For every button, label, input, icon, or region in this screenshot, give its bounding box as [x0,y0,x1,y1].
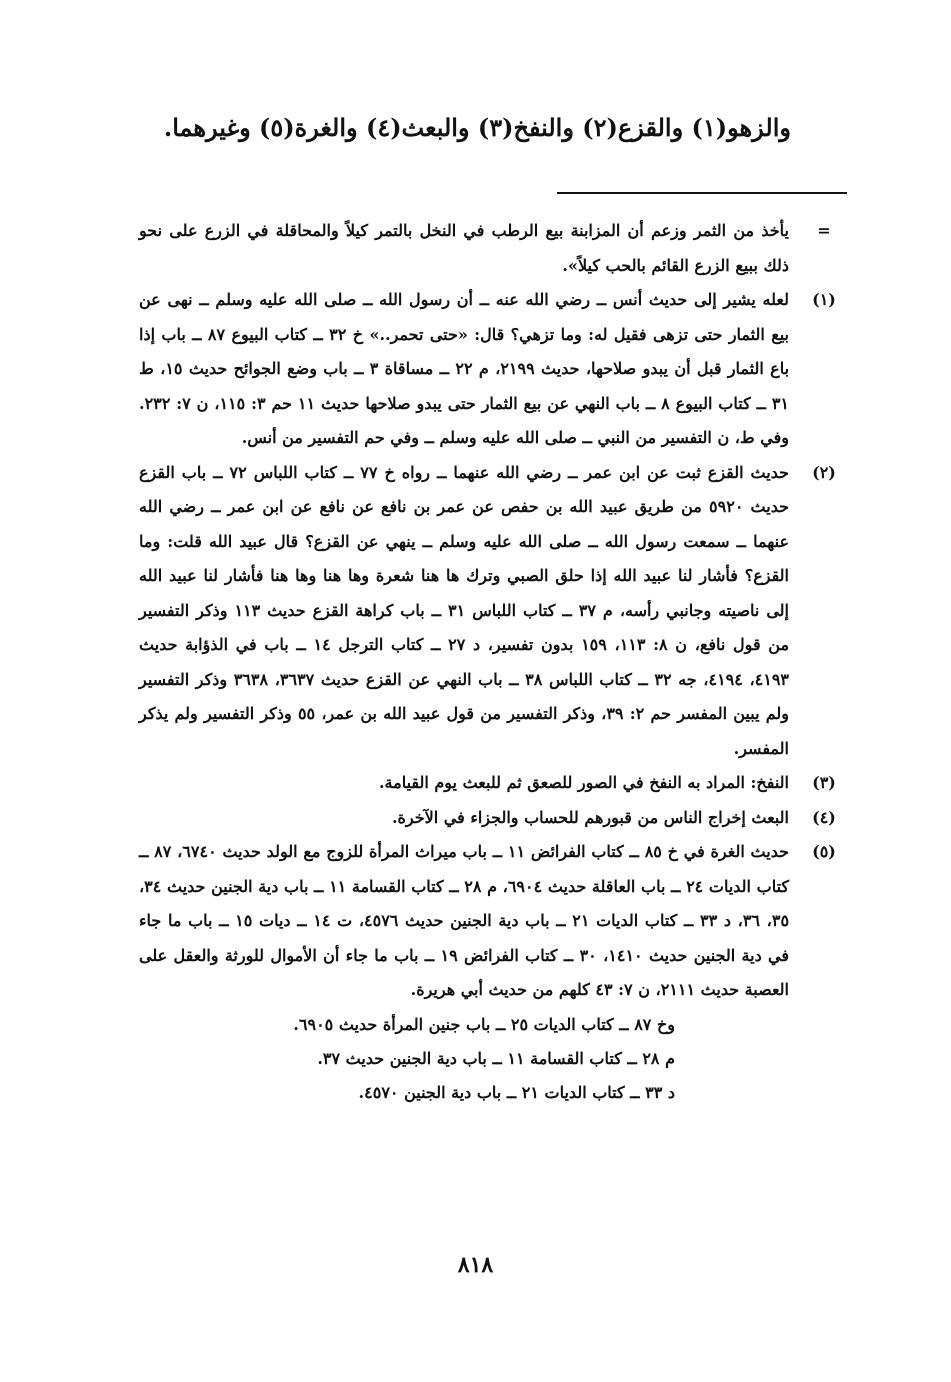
footnote-marker: (١) [812,290,836,309]
footnote-text: يأخذ من الثمر وزعم أن المزابنة بيع الرطب في النخل بالتمر كيلاً والمحاقلة في الزرع على نحو ذلك ببيع الزرع القائم بالحب كيلاً». [139,221,789,275]
footnote-4 [139,801,847,836]
footnote-separator [557,192,847,194]
footnote-continuation [139,214,847,283]
footnote-text: النفخ: المراد به النفخ في الصور للصعق ثم للبعث يوم القيامة. [378,773,789,792]
footnote-marker: (٣) [812,773,836,792]
footnote-5-extra-line: م ٢٨ ــ كتاب القسامة ١١ ــ باب دية الجنين حديث ٣٧. [317,1048,675,1068]
footnote-1 [139,283,847,456]
footnote-marker: (٢) [812,462,836,482]
footnotes [139,214,847,1110]
footnote-text: البعث إخراج الناس من قبورهم للحساب والجزاء في الآخرة. [391,807,789,827]
footnote-text: لعله يشير إلى حديث أنس ــ رضي الله عنه ــ أن رسول الله ــ صلى الله عليه وسلم ــ نهى عن بيع الثمار حتى تزهى فقيل له: وما تزهي؟ قال: «حتى تحمر..» خ ٣٢ ــ كتاب البيوع ٨٧ ــ باب إذا باع الثمار قبل أن يبدو صلاحها، حديث ٢١٩٩، م ٢٢ ــ مساقاة ٣ ــ باب وضع الجوائح حديث ١٥، ط ٣١ ــ كتاب البيوع ٨ ــ باب النهي عن بيع الثمار حتى يبدو صلاحها حديث ١١ حم ٣: ١١٥، ن ٧: ٢٣٢. وفي ط، ن التفسير من النبي ــ صلى الله عليه وسلم ــ وفي حم التفسير من أنس. [139,290,790,447]
footnote-5-extra-line: وخ ٨٧ ــ كتاب الديات ٢٥ ــ باب جنين المرأة حديث ٦٩٠٥. [293,1014,675,1034]
main-text-line: والزهو(١) والقزع(٢) والنفخ(٣) والبعث(٤) والغرة(٥) وغيرهما. [163,113,791,142]
footnote-3 [139,766,847,801]
footnote-marker: = [817,221,831,240]
footnote-5-extra-line: د ٣٣ ــ كتاب الديات ٢١ ــ باب دية الجنين ٤٥٧٠. [358,1082,675,1102]
footnote-2 [139,456,847,767]
footnote-marker: (٤) [812,807,836,827]
footnote-text: حديث القزع ثبت عن ابن عمر ــ رضي الله عنهما ــ رواه خ ٧٧ ــ كتاب اللباس ٧٢ ــ باب القزع حديث ٥٩٢٠ من طريق عبيد الله بن حفص عن عمر بن نافع عن نافع عن ابن عمر ــ رضي الله عنهما ــ سمعت رسول الله ــ صلى الله عليه وسلم ــ ينهي عن القزع؟ قال عبيد الله قلت: وما القزع؟ فأشار لنا عبيد الله إذا حلق الصبي وترك ها هنا شعرة وها هنا وها هنا فأشار لنا عبيد الله إلى ناصيته وجانبي رأسه، م ٣٧ ــ كتاب اللباس ٣١ ــ باب كراهة القزع حديث ١١٣ وذكر التفسير من قول نافع، ن ٨: ١١٣، ١٥٩ بدون تفسير، د ٢٧ ــ كتاب الترجل ١٤ ــ باب في الذؤابة حديث ٤١٩٣، ٤١٩٤، جه ٣٢ ــ كتاب اللباس ٣٨ ــ باب النهي عن القزع حديث ٣٦٣٧، ٣٦٣٨ وذكر التفسير ولم يبين المفسر حم ٢: ٣٩، وذكر التفسير من قول عبيد الله بن عمر، ٥٥ وذكر التفسير ولم يذكر المفسر. [139,462,790,758]
footnote-text: حديث الغرة في خ ٨٥ ــ كتاب الفرائض ١١ ــ باب ميراث المرأة للزوج مع الولد حديث ٦٧٤٠، ٨٧ ــ كتاب الديات ٢٤ ــ باب العاقلة حديث ٦٩٠٤، م ٢٨ ــ كتاب القسامة ١١ ــ باب دية الجنين حديث ٣٤، ٣٥، ٣٦، د ٣٣ ــ كتاب الديات ٢١ ــ باب دية الجنين حديث ٤٥٧٦، ت ١٤ ــ ديات ١٥ ــ باب ما جاء في دية الجنين حديث ١٤١٠، ٣٠ ــ كتاب الفرائض ١٩ ــ باب ما جاء أن الأموال للورثة والعقل على العصبة حديث ٢١١١، ن ٧: ٤٣ كلهم من حديث أبي هريرة. [139,842,790,999]
footnote-marker: (٥) [812,842,836,861]
footnote-5 [139,835,847,1008]
page-number: ٨١٨ [457,1252,494,1278]
